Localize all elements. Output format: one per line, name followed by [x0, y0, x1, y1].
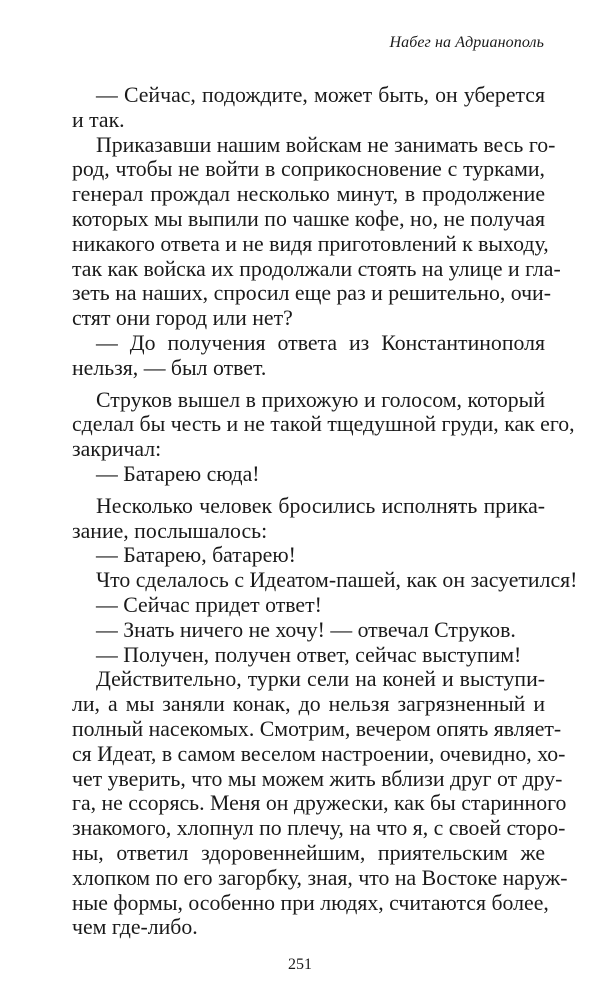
text-line: генерал прождал несколько минут, в продолжение [72, 182, 545, 207]
page-number: 251 [288, 956, 312, 973]
text-line: Струков вышел в прихожую и голосом, который [96, 387, 545, 412]
text-line: — Знать ничего не хочу! — отвечал Струков. [96, 617, 516, 642]
text-line: нельзя, — был ответ. [72, 355, 267, 380]
text-line: ся Идеат, в самом веселом настроении, очевидно, хо- [72, 741, 566, 766]
text-line: ли, а мы заняли конак, до нельзя загрязненный и [72, 692, 545, 717]
text-line: которых мы выпили по чашке кофе, но, не получая [72, 206, 545, 231]
running-title: Набег на Адрианополь [389, 34, 544, 51]
text-line: — Сейчас, подождите, может быть, он уберется [96, 83, 545, 107]
text-line: зание, послышалось: [72, 518, 268, 543]
text-line: — Батарею, батарею! [96, 543, 296, 568]
text-line: га, не ссорясь. Меня он дружески, как бы старинного [72, 791, 567, 816]
text-line: — Батарею сюда! [96, 461, 260, 486]
text-line: — Сейчас придет ответ! [96, 592, 322, 617]
text-line: Действительно, турки сели на коней и выступи- [96, 667, 545, 692]
text-line: и так. [72, 107, 125, 132]
text-line: знакомого, хлопнул по плечу, на что я, с своей сторо- [72, 816, 566, 841]
text-line: Приказавши нашим войскам не занимать весь го- [96, 132, 556, 157]
text-line: Несколько человек бросились исполнять прика- [96, 493, 545, 518]
text-line: ны, ответил здоровеннейшим, приятельским же [72, 840, 545, 865]
text-line: так как войска их продолжали стоять на улице и гла- [72, 256, 561, 281]
text-line: род, чтобы не войти в соприкосновение с турками, [72, 157, 545, 182]
text-line: сделал бы честь и не такой тщедушной груди, как его, [72, 412, 575, 437]
text-line: Что сделалось с Идеатом-пашей, как он засуетился! [96, 568, 578, 593]
text-line: никакого ответа и не видя приготовлений к выходу, [72, 231, 549, 256]
text-line: хлопком по его загорбку, зная, что на Востоке наруж- [72, 865, 568, 890]
text-line: чет уверить, что мы можем жить вблизи друг от дру- [72, 766, 563, 791]
text-line: ные формы, особенно при людях, считаются более, [72, 890, 549, 915]
text-line: полный насекомых. Смотрим, вечером опять являет- [72, 716, 562, 741]
text-line: — Получен, получен ответ, сейчас выступим! [96, 642, 522, 667]
text-line: стят они город или нет? [72, 306, 293, 331]
body-text [72, 83, 578, 940]
text-line: закричал: [72, 437, 162, 462]
text-line: чем где-либо. [72, 915, 198, 940]
text-line: зеть на наших, спросил еще раз и решительно, очи- [72, 281, 551, 306]
text-line: — До получения ответа из Константинополя [96, 330, 545, 355]
